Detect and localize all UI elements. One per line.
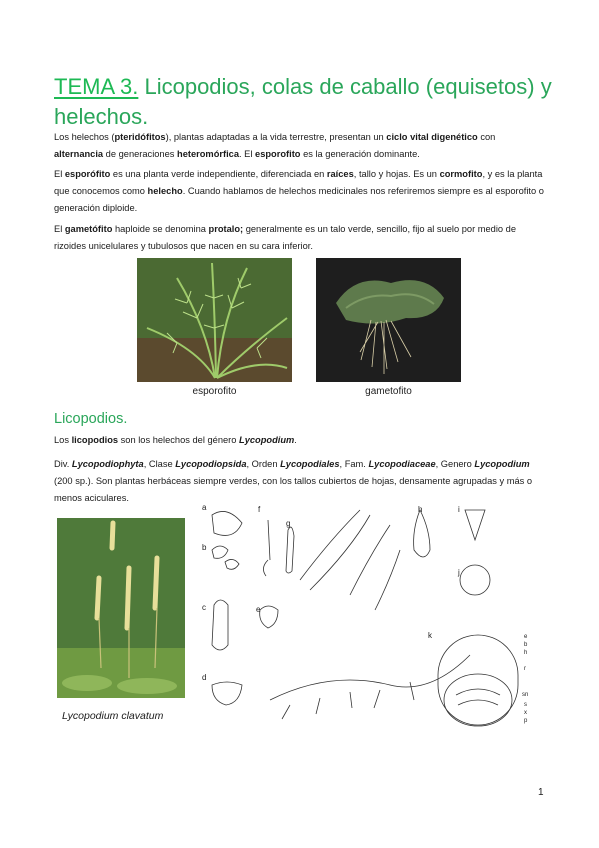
page-title — [54, 72, 554, 132]
svg-text:e: e — [524, 634, 528, 640]
svg-text:r: r — [524, 666, 526, 672]
diagram-letter-d: d — [202, 673, 207, 682]
gametophyte-photo — [316, 258, 461, 382]
paragraph-esporofito: El esporófito es una planta verde independiente, diferenciada en raíces, tallo y hojas. Es un cormofito, y es la planta que conocemos como helecho. Cuando hablamos de helechos medicinales nos referiremos siempre es al esporofito o generación diploide. — [54, 169, 544, 213]
svg-text:h: h — [524, 650, 528, 656]
diagram-letter-c: c — [202, 603, 206, 612]
diagram-letter-i: i — [458, 505, 460, 514]
lycopodium-photo-label: Lycopodium clavatum — [62, 710, 164, 722]
section-heading-licopodios: Licopodios. — [54, 411, 128, 427]
page-number: 1 — [538, 787, 544, 798]
gametophyte-caption: gametofito — [365, 386, 412, 397]
paragraph-gametofito: El gametófito haploide se denomina protalo; generalmente es un talo verde, sencillo, fijo al suelo por medio de rizoides unicelulares y tubulosos que nacen en su cara inferior. — [54, 224, 516, 251]
paragraph-licopodios: Los licopodios son los helechos del género Lycopodium. — [54, 435, 297, 445]
svg-text:x: x — [524, 710, 527, 716]
diagram-letter-b: b — [202, 543, 207, 552]
diagram-letter-f: f — [258, 505, 261, 514]
topic-number: TEMA 3. — [54, 74, 139, 99]
svg-text:p: p — [524, 718, 528, 724]
diagram-letter-a: a — [202, 503, 207, 512]
lycopodium-diagram — [200, 500, 545, 732]
diagram-letter-g: g — [286, 519, 291, 528]
diagram-letter-e: e — [256, 605, 261, 614]
sporophyte-caption: esporofito — [192, 386, 237, 397]
svg-text:b: b — [524, 642, 528, 648]
paragraph-taxonomy: Div. Lycopodiophyta, Clase Lycopodiopsida, Orden Lycopodiales, Fam. Lycopodiaceae, Genero Lycopodium (200 sp.). Son plantas herbáceas siempre verdes, con los tallos cubiertos de hojas, densamente agrupadas y más o menos aciculares. — [54, 459, 533, 503]
topic-title: Licopodios, colas de caballo (equisetos) y helechos. — [54, 74, 552, 129]
svg-text:sn: sn — [522, 692, 529, 698]
svg-text:s: s — [524, 702, 527, 708]
diagram-letter-h: h — [418, 505, 423, 514]
diagram-letter-k: k — [428, 631, 432, 640]
paragraph-intro: Los helechos (pteridófitos), plantas adaptadas a la vida terrestre, presentan un ciclo vital digenético con alternancia de generaciones heteromórfica. El esporofito es la generación dominante. — [54, 132, 496, 159]
diagram-letter-j: j — [458, 568, 460, 577]
lycopodium-photo — [57, 518, 185, 730]
sporophyte-photo — [137, 258, 292, 382]
